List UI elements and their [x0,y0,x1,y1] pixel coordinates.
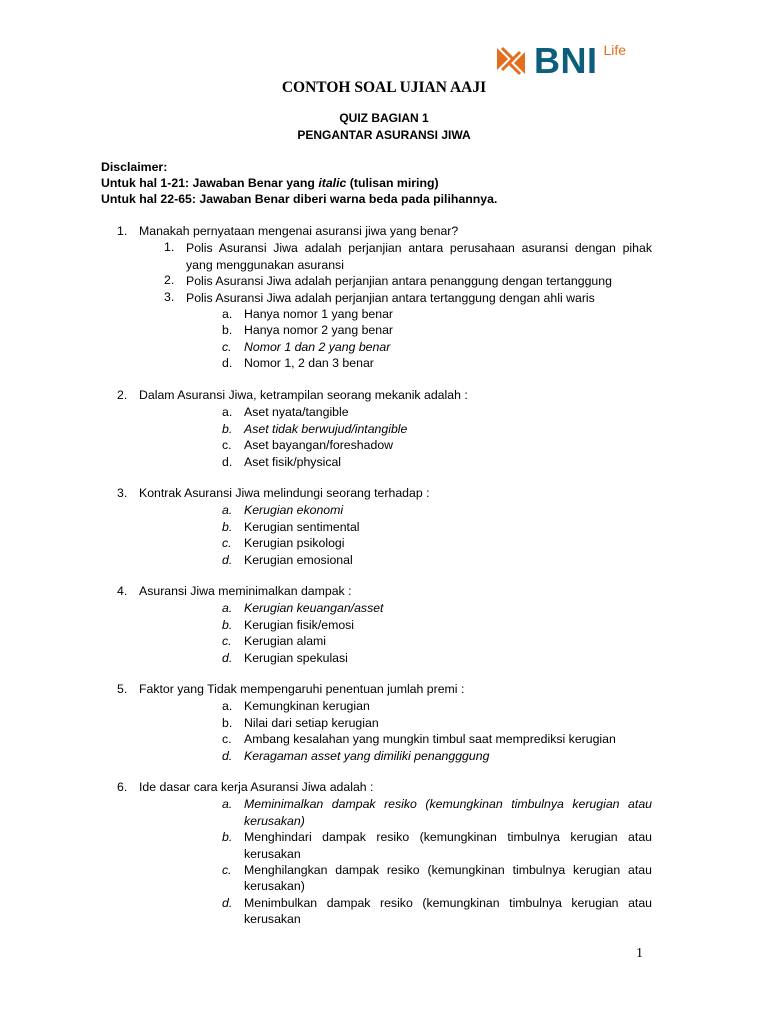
answer-option [222,355,652,371]
answer-option [222,715,652,731]
statement-item [164,240,652,273]
statement-number: 1. [164,240,175,255]
answer-option [222,437,652,453]
option-letter: a. [222,405,233,420]
answer-option [222,454,652,470]
option-text: Hanya nomor 1 yang benar [244,307,394,321]
answer-option [222,748,652,764]
section-subtitle: PENGANTAR ASURANSI JIWA [297,128,471,142]
question-text: Ide dasar cara kerja Asuransi Jiwa adalah : [139,780,374,794]
option-text: Meminimalkan dampak resiko (kemungkinan timbulnya kerugian atau kerusakan) [244,797,652,828]
disclaimer-line-1 [101,176,439,190]
option-text: Kerugian keuangan/asset [244,601,384,616]
option-letter: c. [222,634,232,649]
option-letter: c. [222,863,232,877]
option-text: Kerugian spekulasi [244,650,348,665]
question-number: 5. [117,682,128,696]
answer-option [222,796,652,829]
question-number: 6. [117,780,128,794]
option-letter: a. [222,503,233,518]
answer-option [222,502,652,518]
answer-option [222,650,652,666]
statement-text: Polis Asuransi Jiwa adalah perjanjian antara perusahaan asuransi dengan pihak yang menggunakan asuransi [186,241,652,272]
answer-option [222,339,652,355]
quiz-subtitle: QUIZ BAGIAN 1 [339,111,429,125]
answer-option [222,322,652,338]
option-letter: a. [222,601,233,616]
option-letter: a. [222,797,233,812]
answer-option [222,552,652,568]
document-title: CONTOH SOAL UJIAN AAJI [281,79,487,96]
statement-number: 2. [164,273,175,288]
logo-brand-text: BNI [534,40,598,81]
answer-option [222,698,652,714]
disclaimer-line-1-post: (tulisan miring) [346,176,439,190]
option-letter: c. [222,438,232,453]
answer-option [222,633,652,649]
option-letter: c. [222,536,232,551]
question-text: Manakah pernyataan mengenai asuransi jiwa yang benar? [139,224,459,238]
option-letter: b. [222,617,233,632]
answer-option [222,519,652,535]
option-text: Kerugian ekonomi [244,503,344,518]
answer-option [222,404,652,420]
option-text: Aset nyata/tangible [244,405,349,420]
option-text: Nomor 1, 2 dan 3 benar [244,356,374,371]
question-text: Dalam Asuransi Jiwa, ketrampilan seorang mekanik adalah : [139,388,468,402]
statement-text: Polis Asuransi Jiwa adalah perjanjian antara penanggung dengan tertanggung [186,274,612,289]
statement-number: 3. [164,289,175,304]
option-text: Aset fisik/physical [244,454,342,469]
answer-option [222,829,652,862]
option-letter: c. [222,732,232,747]
answer-option [222,731,652,747]
option-letter: b. [222,519,233,534]
disclaimer-line-1-pre: Untuk hal 1-21: Jawaban Benar yang [101,176,319,190]
answer-option [222,617,652,633]
page-number: 1 [636,946,643,961]
statement-item [164,290,652,306]
question-text: Kontrak Asuransi Jiwa melindungi seorang terhadap : [139,486,430,500]
option-text: Nilai dari setiap kerugian [244,715,379,730]
option-text: Nomor 1 dan 2 yang benar [244,339,391,354]
option-letter: b. [222,830,233,845]
option-text: Menghindari dampak resiko (kemungkinan timbulnya kerugian atau kerusakan [244,830,652,861]
option-letter: b. [222,421,233,436]
option-text: Kerugian emosional [244,552,353,567]
answer-option [222,535,652,551]
disclaimer-heading: Disclaimer: [101,160,168,174]
option-letter: d. [222,748,233,763]
answer-option [222,862,652,895]
question-number: 2. [117,388,128,402]
logo-suffix-text: Life [603,42,627,58]
option-letter: a. [222,307,233,321]
disclaimer-line-1-italic: italic [318,176,347,190]
question-number: 3. [117,486,128,500]
question-text: Asuransi Jiwa meminimalkan dampak : [139,584,352,598]
question-text: Faktor yang Tidak mempengaruhi penentuan jumlah premi : [139,682,465,696]
option-letter: c. [222,339,232,354]
option-text: Kerugian sentimental [244,519,360,534]
statement-item [164,273,652,289]
disclaimer-line-2: Untuk hal 22-65: Jawaban Benar diberi warna beda pada pilihannya. [101,192,498,206]
option-text: Aset bayangan/foreshadow [244,438,394,453]
option-letter: d. [222,356,233,371]
option-letter: b. [222,323,233,338]
answer-option [222,421,652,437]
bni-life-logo [494,40,626,82]
answer-option [222,306,652,322]
option-letter: d. [222,454,233,469]
answer-option [222,895,652,928]
option-text: Ambang kesalahan yang mungkin timbul saat memprediksi kerugian [244,732,616,747]
option-letter: d. [222,552,233,567]
answer-option [222,600,652,616]
option-text: Menghilangkan dampak resiko (kemungkinan timbulnya kerugian atau kerusakan) [244,863,652,894]
option-text: Menimbulkan dampak resiko (kemungkinan timbulnya kerugian atau kerusakan [244,895,652,927]
option-letter: b. [222,715,233,730]
option-text: Keragaman asset yang dimiliki penangggung [244,748,490,763]
option-letter: d. [222,650,233,665]
statement-text: Polis Asuransi Jiwa adalah perjanjian antara tertanggung dengan ahli waris [186,290,595,305]
option-text: Kerugian psikologi [244,536,345,551]
bni-logo-icon [494,44,528,78]
option-text: Kerugian alami [244,634,327,649]
question-number: 1. [117,224,128,238]
question-number: 4. [117,584,128,598]
option-letter: a. [222,699,233,714]
option-text: Hanya nomor 2 yang benar [244,323,394,338]
option-text: Aset tidak berwujud/intangible [244,421,408,436]
option-letter: d. [222,895,233,910]
option-text: Kemungkinan kerugian [244,699,370,714]
option-text: Kerugian fisik/emosi [244,617,355,632]
